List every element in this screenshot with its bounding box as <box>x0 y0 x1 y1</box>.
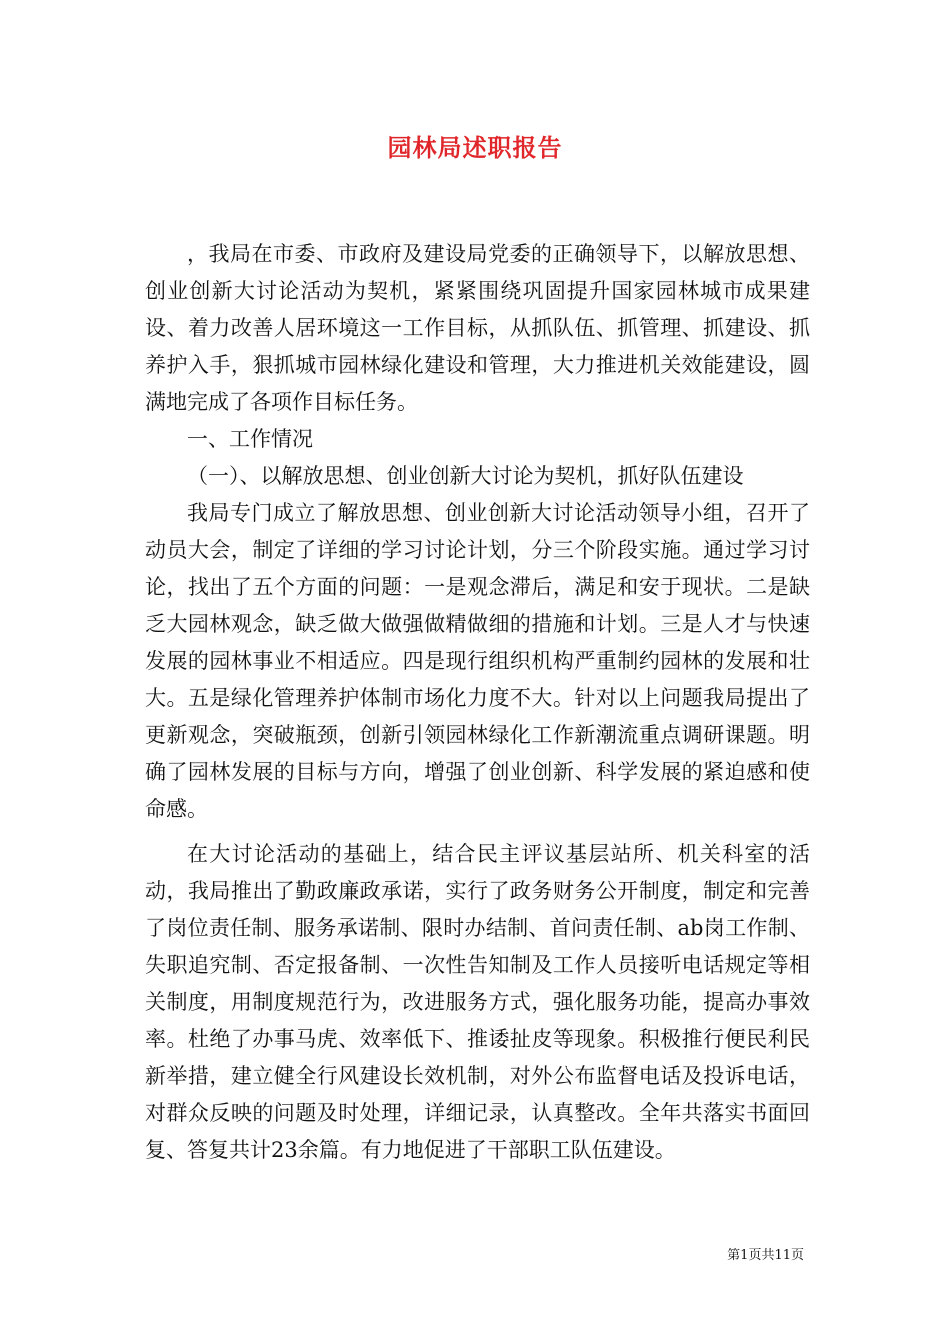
page-title: 园林局述职报告 <box>387 133 563 162</box>
body-paragraph: 我局专门成立了解放思想、创业创新大讨论活动领导小组，召开了动员大会，制定了详细的学习讨论计划，分三个阶段实施。通过学习讨论，找出了五个方面的问题：一是观念滞后，满足和安于现状。二是缺乏大园林观念，缺乏做大做强做精做细的措施和计划。三是人才与快速发展的园林事业不相适应。四是现行组织机构严重制约园林的发展和壮大。五是绿化管理养护体制市场化力度不大。针对以上问题我局提出了更新观念，突破瓶颈，创新引领园林绿化工作新潮流重点调研课题。明确了园林发展的目标与方向，增强了创业创新、科学发展的紧迫感和使命感。 <box>145 501 810 821</box>
page-number: 第1页共11页 <box>727 1248 804 1263</box>
body-paragraph: 在大讨论活动的基础上，结合民主评议基层站所、机关科室的活动，我局推出了勤政廉政承诺，实行了政务财务公开制度，制定和完善了岗位责任制、服务承诺制、限时办结制、首问责任制、ab岗工作制、失职追究制、否定报备制、一次性告知制及工作人员接听电话规定等相关制度，用制度规范行为，改进服务方式，强化服务功能，提高办事效率。杜绝了办事马虎、效率低下、推诿扯皮等现象。积极推行便民利民新举措，建立健全行风建设长效机制，对外公布监督电话及投诉电话，对群众反映的问题及时处理，详细记录，认真整改。全年共落实书面回复、答复共计23余篇。有力地促进了干部职工队伍建设。 <box>145 842 810 1162</box>
section-heading: 一、工作情况 <box>187 427 313 451</box>
report-body <box>145 236 810 1169</box>
subsection-heading: （一）、以解放思想、创业创新大讨论为契机，抓好队伍建设 <box>187 464 744 488</box>
intro-paragraph: ，我局在市委、市政府及建设局党委的正确领导下，以解放思想、创业创新大讨论活动为契机，紧紧围绕巩固提升国家园林城市成果建设、着力改善人居环境这一工作目标，从抓队伍、抓管理、抓建设、抓养护入手，狠抓城市园林绿化建设和管理，大力推进机关效能建设，圆满地完成了各项作目标任务。 <box>145 242 810 414</box>
